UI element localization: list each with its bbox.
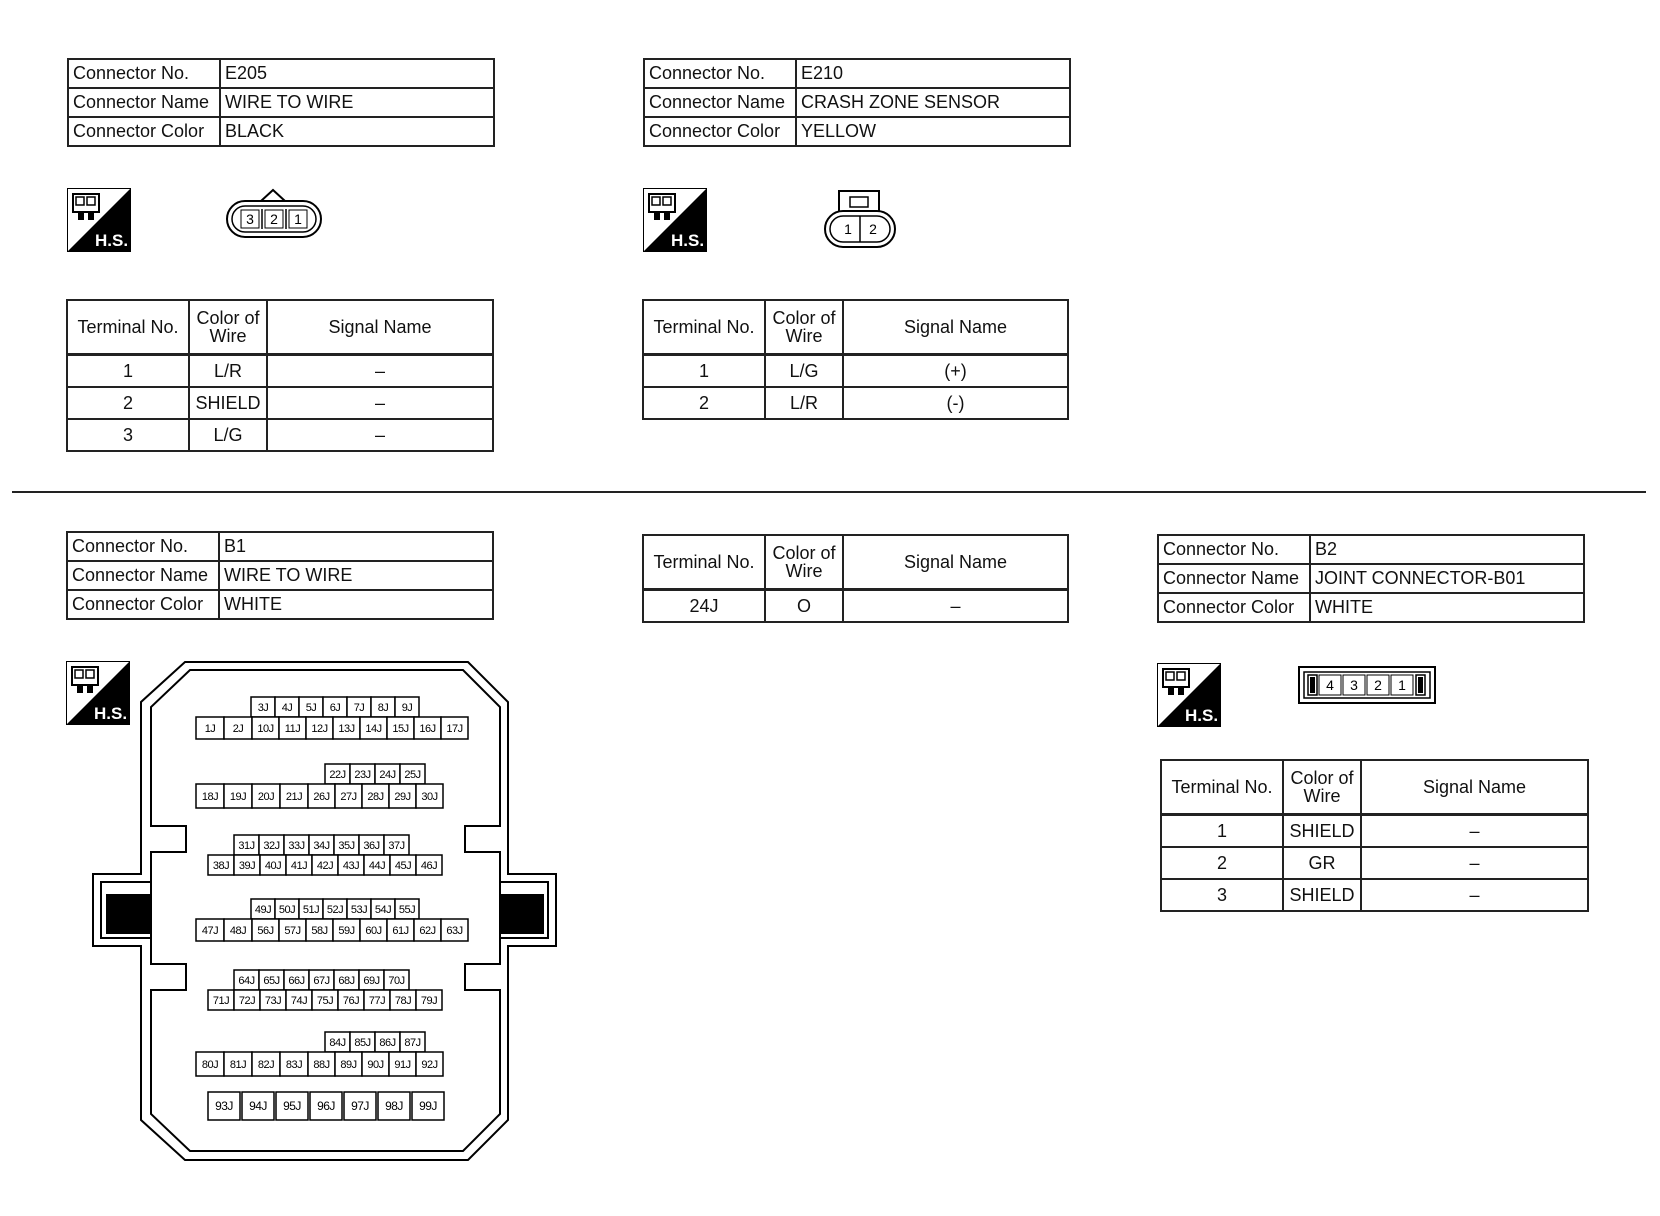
b1-pin-label: 22J xyxy=(329,769,346,781)
b1-pin-label: 45J xyxy=(394,860,412,872)
b1-pin-label: 62J xyxy=(419,925,436,937)
signal-name-header: Signal Name xyxy=(267,300,493,355)
b1-pin-label: 68J xyxy=(338,975,355,987)
connector-color-label: Connector Color xyxy=(68,117,220,146)
b1-pin-label: 26J xyxy=(313,791,330,803)
signal-name-cell: (-) xyxy=(843,387,1068,419)
b1-pin-label: 94J xyxy=(249,1099,267,1113)
b1-pin-label: 50J xyxy=(278,904,296,916)
connector-name-label: Connector Name xyxy=(67,561,219,590)
b1-pin-label: 32J xyxy=(263,840,280,852)
harness-side-icon xyxy=(1157,663,1221,727)
b1-pin-label: 41J xyxy=(290,860,308,872)
connector-no-value: B2 xyxy=(1310,535,1584,564)
b1-pin-label: 37J xyxy=(388,840,405,852)
connector-no-label: Connector No. xyxy=(67,532,219,561)
terminal-no-cell: 1 xyxy=(67,355,189,388)
signal-name-cell: – xyxy=(843,590,1068,623)
b1-pin-label: 56J xyxy=(257,925,274,937)
terminal-no-header: Terminal No. xyxy=(1161,760,1283,815)
wire-color-cell: L/G xyxy=(765,355,843,388)
b1-pin-label: 21J xyxy=(285,791,303,803)
connector-color-value: YELLOW xyxy=(796,117,1070,146)
b1-pin-label: 84J xyxy=(329,1037,346,1049)
b1-pin-label: 90J xyxy=(367,1059,384,1071)
b1-pin-label: 13J xyxy=(338,723,355,735)
wire-color-cell: L/R xyxy=(765,387,843,419)
connector-color-label: Connector Color xyxy=(67,590,219,619)
b1-pin-label: 70J xyxy=(388,975,405,987)
terminal-no-cell: 3 xyxy=(67,419,189,451)
b1-pin-label: 47J xyxy=(201,925,219,937)
b1-pin-label: 78J xyxy=(394,995,412,1007)
connector-name-value: JOINT CONNECTOR-B01 xyxy=(1310,564,1584,593)
b1-pin-label: 43J xyxy=(342,860,360,872)
signal-name-header: Signal Name xyxy=(843,535,1068,590)
b1-pin-label: 2J xyxy=(232,723,244,735)
b1-pin-label: 86J xyxy=(379,1037,396,1049)
b1-pin-label: 30J xyxy=(421,791,438,803)
b1-pin-label: 23J xyxy=(354,769,371,781)
b1-pin-label: 97J xyxy=(351,1099,369,1113)
b1-pin-label: 51J xyxy=(302,904,320,916)
e205-pin-label: 1 xyxy=(294,211,302,227)
b1-pin-label: 77J xyxy=(368,995,386,1007)
b1-pin-label: 42J xyxy=(316,860,334,872)
b1-pin-label: 76J xyxy=(342,995,360,1007)
b1-pin-label: 12J xyxy=(311,723,328,735)
signal-name-cell: – xyxy=(1361,815,1588,848)
terminal-no-cell: 24J xyxy=(643,590,765,623)
wire-color-cell: SHIELD xyxy=(189,387,267,419)
b1-pin-label: 92J xyxy=(421,1059,438,1071)
b1-pin-label: 89J xyxy=(340,1059,357,1071)
connector-name-value: WIRE TO WIRE xyxy=(219,561,493,590)
wire-color-cell: O xyxy=(765,590,843,623)
e210-pin-label: 2 xyxy=(869,221,877,237)
b1-pin-label: 71J xyxy=(212,995,230,1007)
terminal-no-cell: 2 xyxy=(643,387,765,419)
color-of-wire-header: Color of Wire xyxy=(765,300,843,355)
table-row xyxy=(1161,879,1588,911)
b2-pin-label: 4 xyxy=(1326,677,1334,693)
color-of-wire-header: Color of Wire xyxy=(189,300,267,355)
b1-pin-label: 9J xyxy=(401,702,413,714)
b1-pin-label: 95J xyxy=(283,1099,301,1113)
b1-pin-label: 58J xyxy=(311,925,328,937)
connector-color-value: WHITE xyxy=(219,590,493,619)
wire-color-cell: SHIELD xyxy=(1283,879,1361,911)
b1-pin-label: 52J xyxy=(326,904,344,916)
b1-pin-label: 6J xyxy=(329,702,341,714)
signal-name-header: Signal Name xyxy=(1361,760,1588,815)
b1-pin-label: 38J xyxy=(212,860,230,872)
b1-pin-label: 46J xyxy=(420,860,438,872)
terminal-no-header: Terminal No. xyxy=(67,300,189,355)
wire-color-cell: L/G xyxy=(189,419,267,451)
b1-pin-label: 31J xyxy=(238,840,255,852)
terminal-no-cell: 3 xyxy=(1161,879,1283,911)
table-row xyxy=(1161,815,1588,848)
b1-pin-label: 15J xyxy=(392,723,409,735)
b1-pin-label: 24J xyxy=(379,769,396,781)
b1-pin-label: 79J xyxy=(420,995,438,1007)
b1-pin-label: 72J xyxy=(238,995,256,1007)
b1-pin-label: 91J xyxy=(394,1059,411,1071)
b1-pin-label: 39J xyxy=(238,860,256,872)
connector-name-label: Connector Name xyxy=(644,88,796,117)
b1-pin-label: 7J xyxy=(353,702,365,714)
e205-pin-label: 2 xyxy=(270,211,278,227)
wire-color-cell: GR xyxy=(1283,847,1361,879)
b1-pin-label: 83J xyxy=(285,1059,303,1071)
connector-name-label: Connector Name xyxy=(68,88,220,117)
table-row xyxy=(1161,847,1588,879)
color-of-wire-header: Color of Wire xyxy=(765,535,843,590)
b1-pin-label: 36J xyxy=(363,840,380,852)
b1-pin-label: 29J xyxy=(394,791,411,803)
connector-name-value: CRASH ZONE SENSOR xyxy=(796,88,1070,117)
wire-color-cell: SHIELD xyxy=(1283,815,1361,848)
hs-label: H.S. xyxy=(95,231,129,250)
b1-pin-label: 57J xyxy=(284,925,301,937)
b1-pin-label: 81J xyxy=(229,1059,247,1071)
b1-pin-label: 25J xyxy=(404,769,421,781)
b1-pin-label: 74J xyxy=(290,995,308,1007)
b1-pin-label: 5J xyxy=(305,702,317,714)
b1-pin-label: 59J xyxy=(338,925,355,937)
b1-pin-label: 8J xyxy=(377,702,389,714)
b1-pin-label: 64J xyxy=(238,975,255,987)
b2-pin-label: 2 xyxy=(1374,677,1382,693)
b1-pin-label: 49J xyxy=(254,904,272,916)
b1-pin-label: 67J xyxy=(313,975,330,987)
table-row xyxy=(643,590,1068,623)
b1-pin-label: 17J xyxy=(446,723,463,735)
b2-info-table xyxy=(1157,534,1585,623)
terminal-no-header: Terminal No. xyxy=(643,535,765,590)
b1-pin-label: 85J xyxy=(354,1037,371,1049)
b1-pin-label: 80J xyxy=(201,1059,219,1071)
b1-pin-label: 18J xyxy=(201,791,219,803)
b1-pin-label: 44J xyxy=(368,860,386,872)
b1-pin-label: 69J xyxy=(363,975,380,987)
connector-name-value: WIRE TO WIRE xyxy=(220,88,494,117)
b1-pin-label: 3J xyxy=(257,702,269,714)
b1-pin-label: 87J xyxy=(404,1037,421,1049)
b1-pin-label: 61J xyxy=(392,925,409,937)
signal-name-cell: – xyxy=(267,355,493,388)
b1-pin-label: 54J xyxy=(374,904,392,916)
b1-pin-label: 93J xyxy=(215,1099,233,1113)
b1-pin-label: 82J xyxy=(257,1059,275,1071)
b1-pin-label: 40J xyxy=(264,860,282,872)
signal-name-cell: – xyxy=(267,419,493,451)
b1-pin-label: 60J xyxy=(365,925,382,937)
b2-terminal-table xyxy=(1160,759,1589,912)
connector-color-value: WHITE xyxy=(1310,593,1584,622)
hs-label: H.S. xyxy=(671,231,705,250)
b2-pin-label: 1 xyxy=(1398,677,1406,693)
b1-pin-label: 11J xyxy=(284,723,301,735)
b1-pin-label: 63J xyxy=(446,925,463,937)
terminal-no-cell: 2 xyxy=(67,387,189,419)
b1-pin-label: 4J xyxy=(281,702,293,714)
b1-pin-label: 27J xyxy=(340,791,357,803)
signal-name-cell: (+) xyxy=(843,355,1068,388)
b2-pin-label: 3 xyxy=(1350,677,1358,693)
terminal-no-header: Terminal No. xyxy=(643,300,765,355)
b1-pin-label: 99J xyxy=(419,1099,437,1113)
b1-pin-label: 33J xyxy=(288,840,305,852)
hs-label: H.S. xyxy=(94,704,128,723)
b1-pin-label: 88J xyxy=(313,1059,330,1071)
connector-no-label: Connector No. xyxy=(1158,535,1310,564)
connector-name-label: Connector Name xyxy=(1158,564,1310,593)
b1-pin-label: 19J xyxy=(229,791,247,803)
e205-pin-label: 3 xyxy=(246,211,254,227)
terminal-no-cell: 2 xyxy=(1161,847,1283,879)
b2-connector-face xyxy=(1297,665,1437,707)
wire-color-cell: L/R xyxy=(189,355,267,388)
connector-no-value: E210 xyxy=(796,59,1070,88)
b1-pin-label: 10J xyxy=(257,723,274,735)
b1-pin-label: 96J xyxy=(317,1099,335,1113)
b1-pin-label: 53J xyxy=(350,904,368,916)
terminal-no-cell: 1 xyxy=(1161,815,1283,848)
b1-pin-label: 66J xyxy=(288,975,305,987)
connector-no-value: B1 xyxy=(219,532,493,561)
b1-pin-label: 73J xyxy=(264,995,282,1007)
hs-label: H.S. xyxy=(1185,706,1219,725)
connector-no-label: Connector No. xyxy=(68,59,220,88)
b1-pin-label: 20J xyxy=(257,791,275,803)
b1-pin-label: 48J xyxy=(229,925,247,937)
b1-pin-label: 14J xyxy=(365,723,382,735)
signal-name-header: Signal Name xyxy=(843,300,1068,355)
connector-color-label: Connector Color xyxy=(1158,593,1310,622)
connector-color-value: BLACK xyxy=(220,117,494,146)
b1-pin-label: 28J xyxy=(367,791,384,803)
b1-terminal-table xyxy=(642,534,1069,623)
color-of-wire-header: Color of Wire xyxy=(1283,760,1361,815)
b1-pin-label: 98J xyxy=(385,1099,403,1113)
signal-name-cell: – xyxy=(267,387,493,419)
terminal-no-cell: 1 xyxy=(643,355,765,388)
connector-no-value: E205 xyxy=(220,59,494,88)
b1-pin-label: 75J xyxy=(316,995,334,1007)
b1-pin-label: 34J xyxy=(313,840,330,852)
b1-pin-label: 35J xyxy=(338,840,355,852)
signal-name-cell: – xyxy=(1361,879,1588,911)
b1-pin-label: 16J xyxy=(419,723,436,735)
b1-pin-label: 1J xyxy=(204,723,216,735)
connector-no-label: Connector No. xyxy=(644,59,796,88)
b1-pin-label: 55J xyxy=(398,904,416,916)
connector-color-label: Connector Color xyxy=(644,117,796,146)
b1-pin-label: 65J xyxy=(263,975,280,987)
signal-name-cell: – xyxy=(1361,847,1588,879)
e210-pin-label: 1 xyxy=(844,221,852,237)
